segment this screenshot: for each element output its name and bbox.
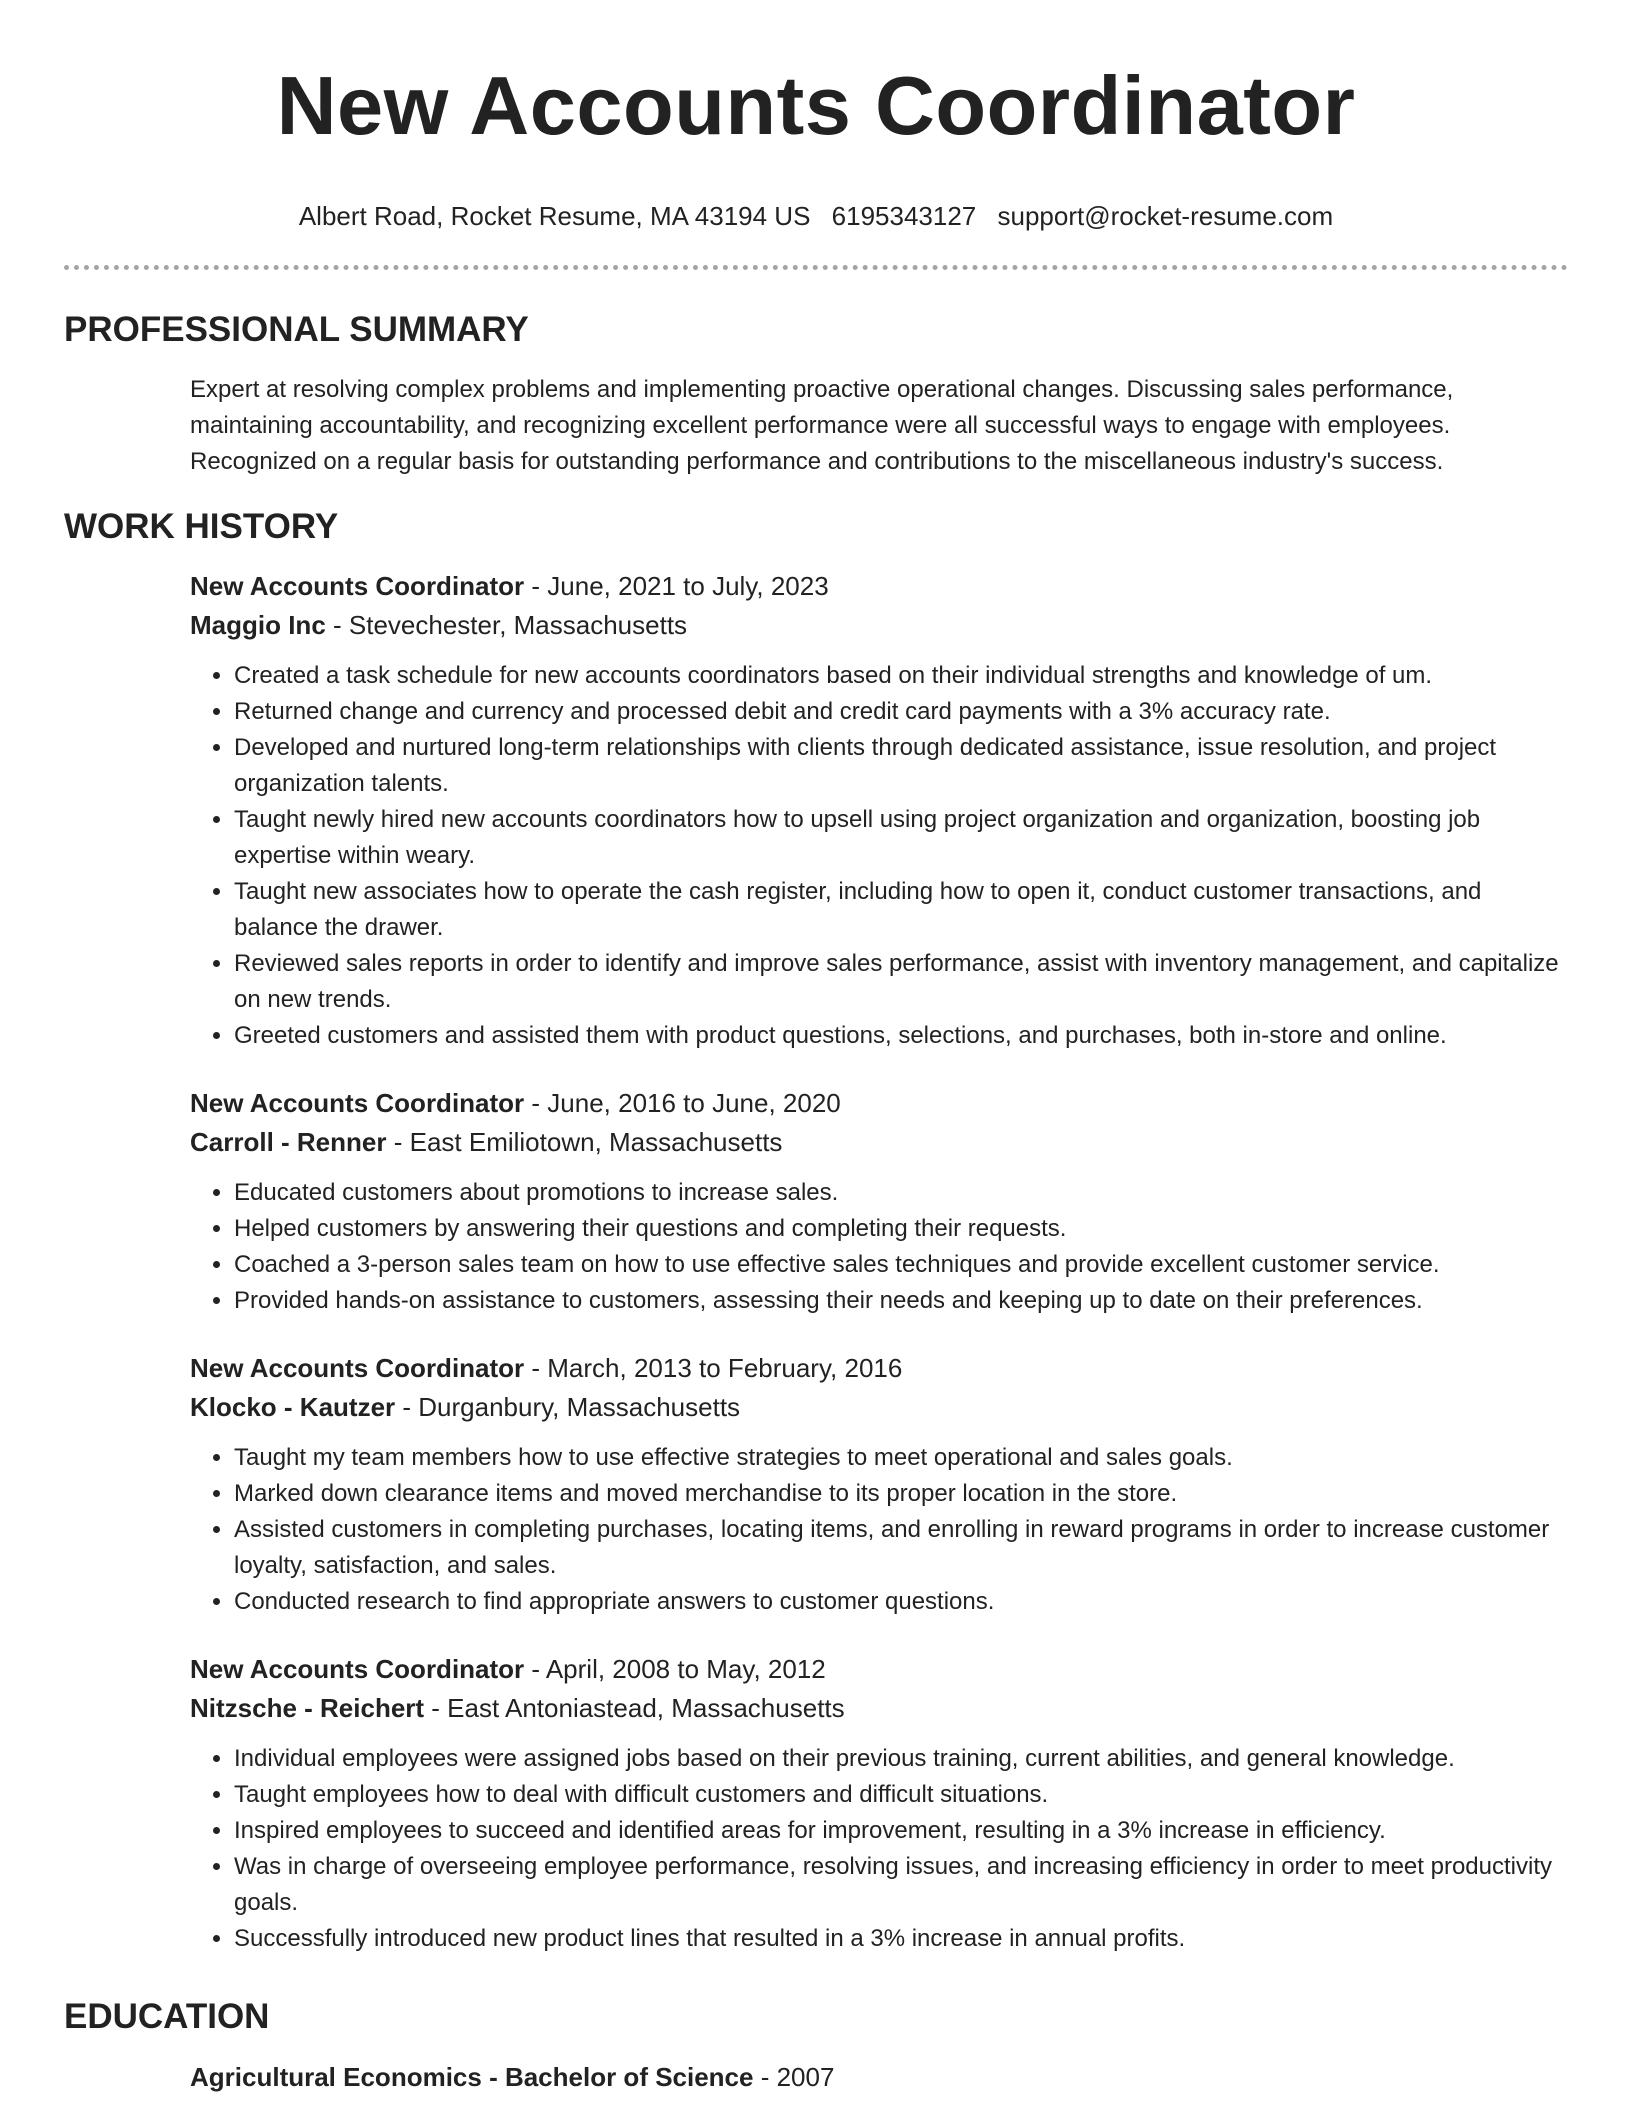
job-bullet: • Inspired employees to succeed and identified areas for improvement, resulting in a 3% increase in efficiency. bbox=[234, 1813, 1568, 1849]
job-entry bbox=[190, 1349, 1568, 1620]
job-bullet: • Educated customers about promotions to increase sales. bbox=[234, 1175, 1568, 1211]
job-bullet: • Helped customers by answering their questions and completing their requests. bbox=[234, 1211, 1568, 1247]
header-divider bbox=[64, 265, 1568, 270]
contact-phone: 6195343127 bbox=[831, 201, 977, 231]
job-bullet: • Created a task schedule for new accounts coordinators based on their individual strengths and knowledge of um. bbox=[234, 658, 1568, 694]
job-company: Carroll - Renner bbox=[190, 1127, 387, 1157]
education-year: - 2007 bbox=[753, 2062, 835, 2092]
job-bullet: • Taught new associates how to operate the cash register, including how to open it, conduct customer transactions, and balance the drawer. bbox=[234, 874, 1568, 946]
job-title-line bbox=[190, 567, 1568, 606]
education-heading: EDUCATION bbox=[64, 1997, 270, 2036]
job-bullet: • Returned change and currency and processed debit and credit card payments with a 3% accuracy rate. bbox=[234, 694, 1568, 730]
job-bullet: • Was in charge of overseeing employee performance, resolving issues, and increasing efficiency in order to meet productivity goals. bbox=[234, 1849, 1568, 1921]
job-location: - East Emiliotown, Massachusetts bbox=[386, 1127, 783, 1157]
work-history-heading: WORK HISTORY bbox=[64, 507, 339, 546]
job-bullets bbox=[190, 1741, 1568, 1957]
contact-email: support@rocket-resume.com bbox=[997, 201, 1334, 231]
job-bullet: • Successfully introduced new product lines that resulted in a 3% increase in annual profits. bbox=[234, 1921, 1568, 1957]
job-company: Maggio Inc bbox=[190, 610, 326, 640]
job-bullet: • Marked down clearance items and moved merchandise to its proper location in the store. bbox=[234, 1476, 1568, 1512]
job-title-line bbox=[190, 1349, 1568, 1388]
job-bullet: • Reviewed sales reports in order to identify and improve sales performance, assist with inventory management, and capitalize on new trends. bbox=[234, 946, 1568, 1018]
job-bullet: • Developed and nurtured long-term relationships with clients through dedicated assistance, issue resolution, and project organization talents. bbox=[234, 730, 1568, 802]
job-bullets bbox=[190, 1175, 1568, 1319]
job-role: New Accounts Coordinator bbox=[190, 1654, 525, 1684]
job-entry bbox=[190, 1650, 1568, 1957]
job-bullet: • Assisted customers in completing purchases, locating items, and enrolling in reward programs in order to increase customer loyalty, satisfaction, and sales. bbox=[234, 1512, 1568, 1584]
job-entry bbox=[190, 567, 1568, 1054]
job-bullet: • Taught my team members how to use effective strategies to meet operational and sales goals. bbox=[234, 1440, 1568, 1476]
job-role: New Accounts Coordinator bbox=[190, 1088, 525, 1118]
job-company-line bbox=[190, 1689, 1568, 1728]
job-bullet: • Coached a 3-person sales team on how to use effective sales techniques and provide excellent customer service. bbox=[234, 1247, 1568, 1283]
job-company: Klocko - Kautzer bbox=[190, 1392, 396, 1422]
job-role: New Accounts Coordinator bbox=[190, 571, 525, 601]
resume-name: New Accounts Coordinator bbox=[276, 59, 1356, 152]
job-location: - Stevechester, Massachusetts bbox=[325, 610, 688, 640]
job-company: Nitzsche - Reichert bbox=[190, 1693, 425, 1723]
job-bullet: • Greeted customers and assisted them with product questions, selections, and purchases, both in-store and online. bbox=[234, 1018, 1568, 1054]
job-bullet: • Conducted research to find appropriate answers to customer questions. bbox=[234, 1584, 1568, 1620]
job-bullet: • Taught employees how to deal with difficult customers and difficult situations. bbox=[234, 1777, 1568, 1813]
job-company-line bbox=[190, 1388, 1568, 1427]
job-bullet: • Individual employees were assigned jobs based on their previous training, current abilities, and general knowledge. bbox=[234, 1741, 1568, 1777]
job-entry bbox=[190, 1084, 1568, 1319]
job-company-line bbox=[190, 606, 1568, 645]
job-role: New Accounts Coordinator bbox=[190, 1353, 525, 1383]
job-dates: - June, 2016 to June, 2020 bbox=[524, 1088, 841, 1118]
job-location: - Durganbury, Massachusetts bbox=[395, 1392, 741, 1422]
job-bullet: • Provided hands-on assistance to customers, assessing their needs and keeping up to date on their preferences. bbox=[234, 1283, 1568, 1319]
summary-text: Expert at resolving complex problems and implementing proactive operational changes. Discussing sales performance, maintaining accountability, and recognizing excellent performance were all successful ways to engage with employees. Recognized on a regular basis for outstanding performance and contributions to the miscellaneous industry's success. bbox=[190, 376, 1454, 475]
job-dates: - March, 2013 to February, 2016 bbox=[524, 1353, 903, 1383]
job-company-line bbox=[190, 1123, 1568, 1162]
job-location: - East Antoniastead, Massachusetts bbox=[424, 1693, 845, 1723]
job-bullet: • Taught newly hired new accounts coordinators how to upsell using project organization and organization, boosting job expertise within weary. bbox=[234, 802, 1568, 874]
education-degree: Agricultural Economics - Bachelor of Science bbox=[190, 2062, 754, 2092]
job-title-line bbox=[190, 1650, 1568, 1689]
job-dates: - April, 2008 to May, 2012 bbox=[524, 1654, 826, 1684]
job-bullets bbox=[190, 658, 1568, 1054]
job-title-line bbox=[190, 1084, 1568, 1123]
job-dates: - June, 2021 to July, 2023 bbox=[524, 571, 829, 601]
education-entry bbox=[190, 2059, 1568, 2095]
summary-heading: PROFESSIONAL SUMMARY bbox=[64, 310, 529, 349]
contact-line bbox=[64, 200, 1568, 232]
contact-address: Albert Road, Rocket Resume, MA 43194 US bbox=[298, 201, 811, 231]
job-bullets bbox=[190, 1440, 1568, 1620]
